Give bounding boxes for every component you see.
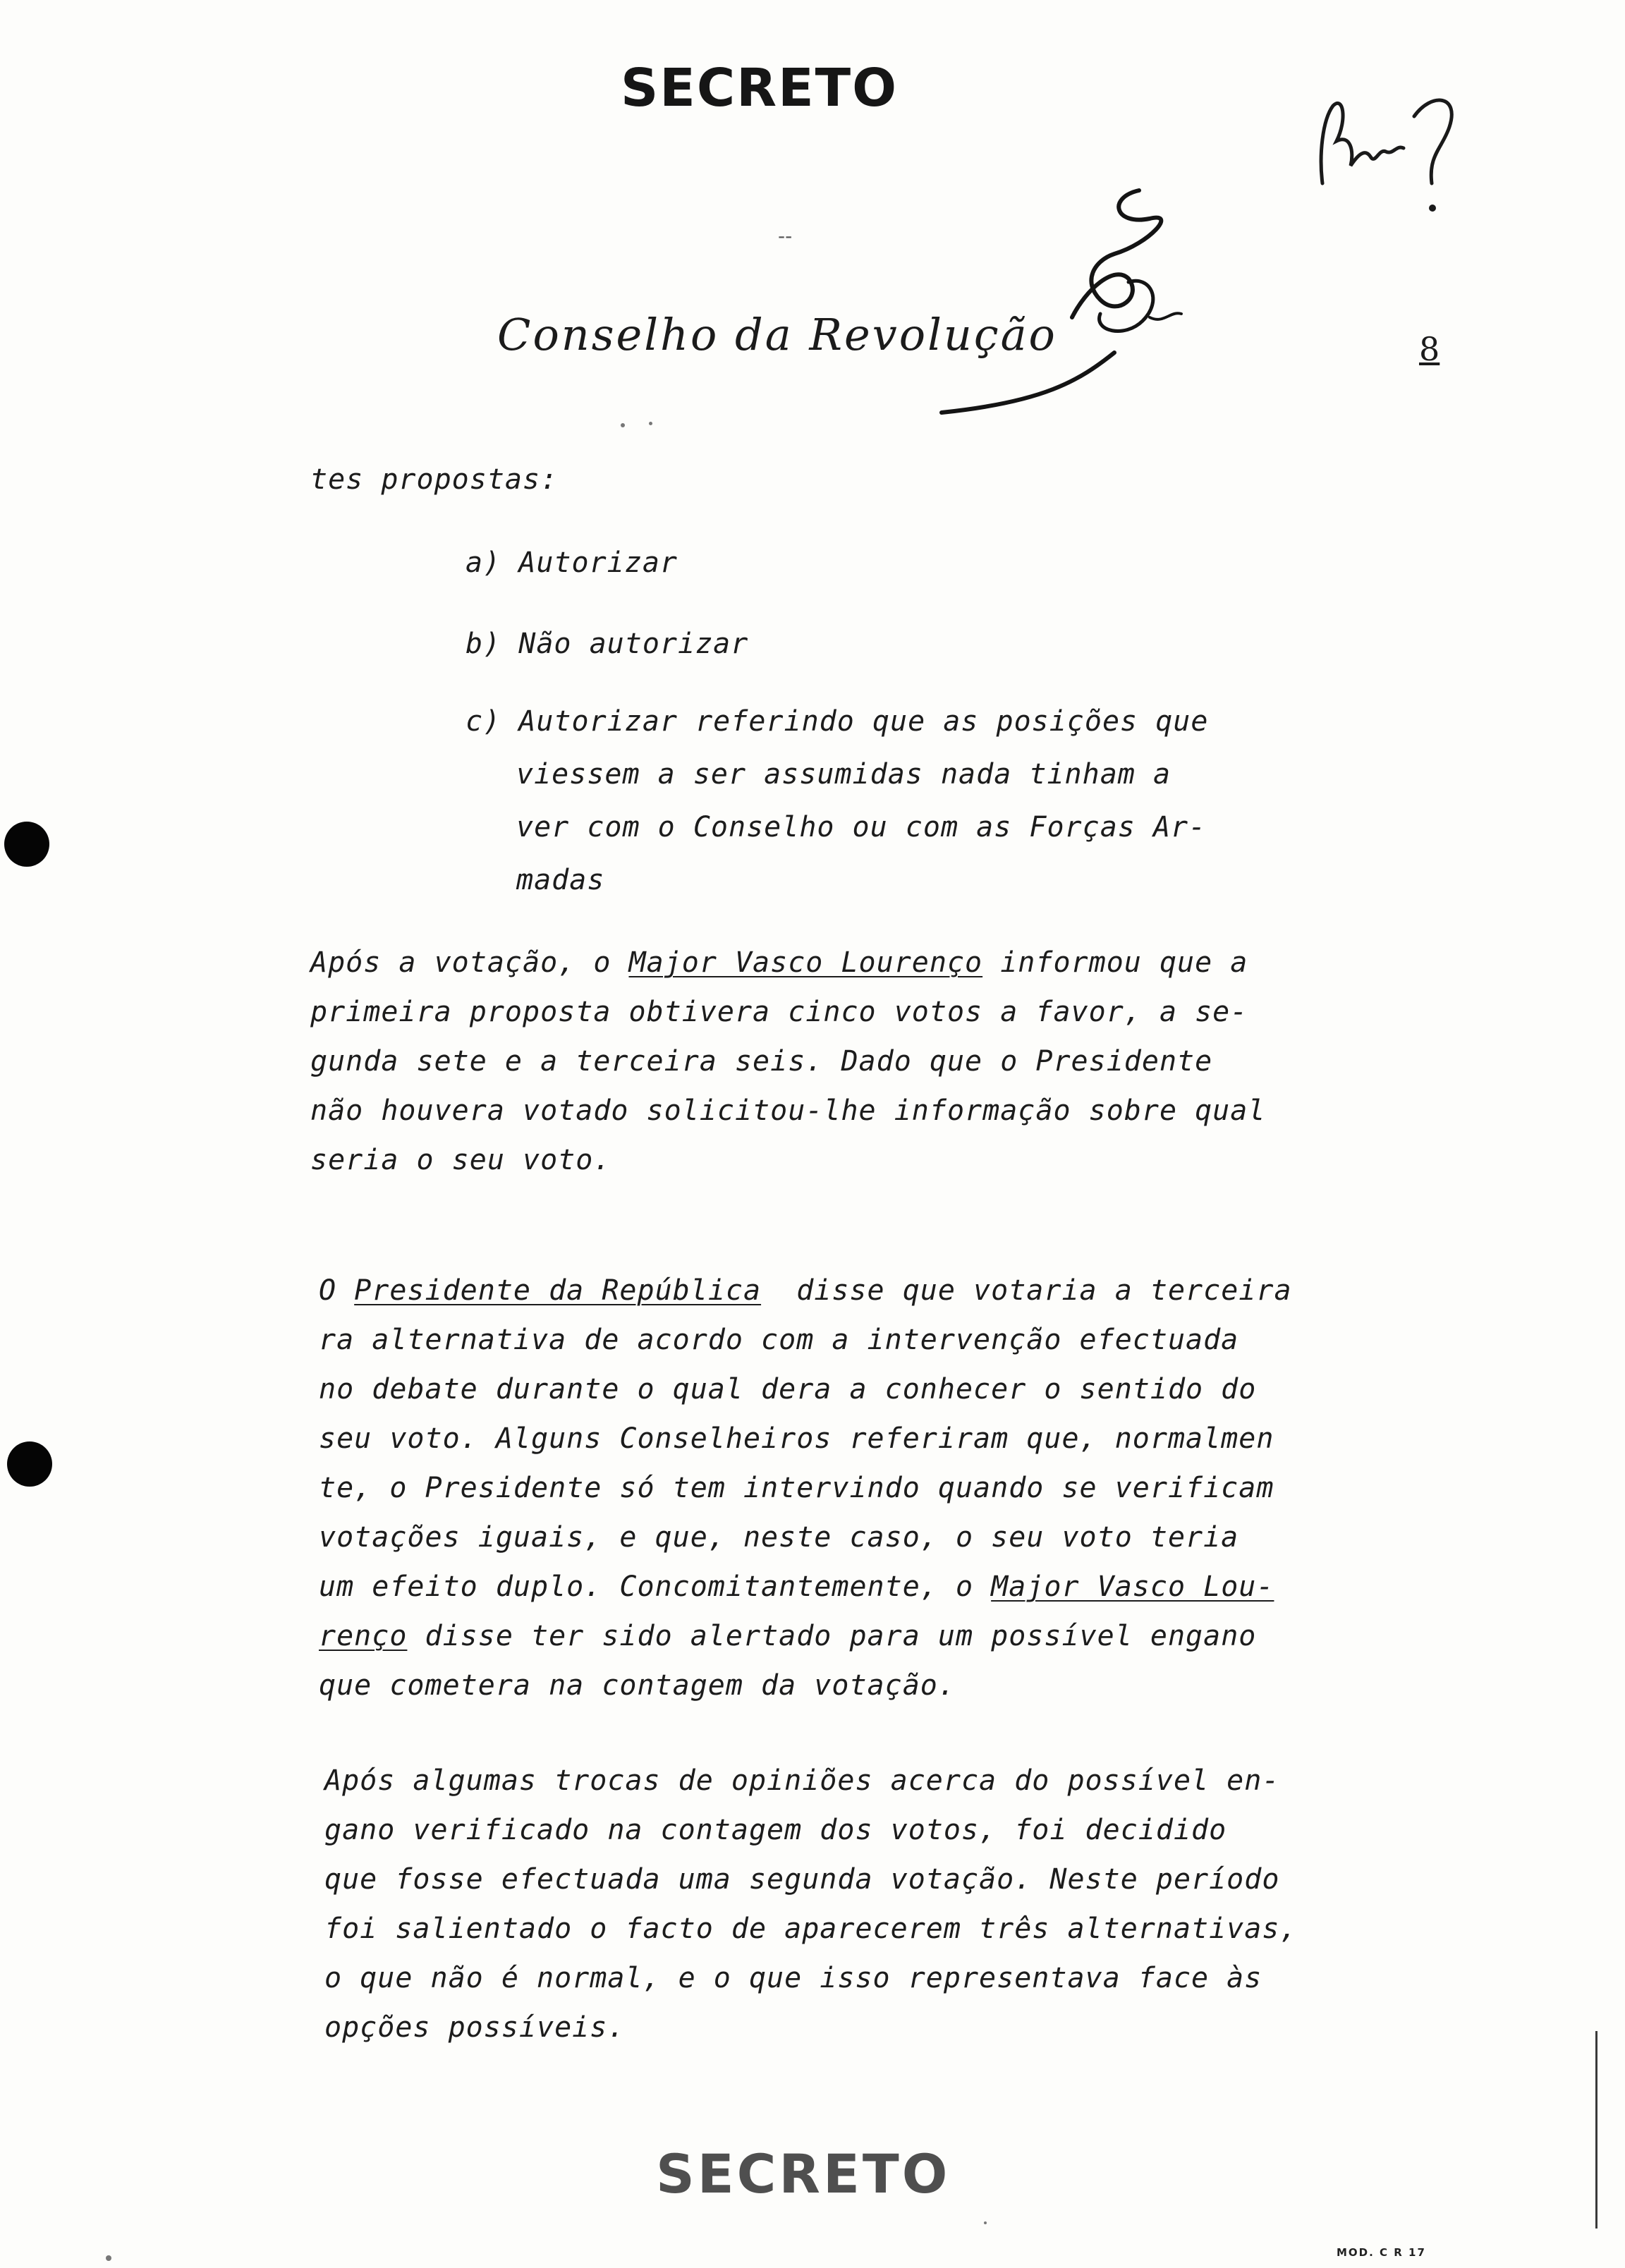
text-run: um efeito duplo. Concomitantemente, o: [319, 1571, 992, 1603]
text-line: votações iguais, e que, neste caso, o seu voto teria: [319, 1521, 1239, 1554]
option-text: madas: [516, 864, 605, 896]
punch-hole: [7, 1441, 52, 1487]
option-c: [465, 707, 1208, 919]
text-line: que cometera na contagem da votação.: [319, 1669, 956, 1702]
text-line: primeira proposta obtivera cinco votos a favor, a se-: [310, 996, 1248, 1028]
handwritten-annotation: [1308, 78, 1463, 226]
paper-speck: [106, 2255, 111, 2261]
paragraph-president-vote: [319, 1276, 1292, 1721]
text-line: o que não é normal, e o que isso representava face às: [324, 1962, 1262, 1994]
letterhead: Conselho da Revolução: [497, 309, 1057, 360]
name-underlined: renço: [319, 1620, 408, 1652]
text-line: foi salientado o facto de aparecerem três alternativas,: [324, 1913, 1298, 1945]
text-run: Após a votação, o: [310, 946, 629, 979]
form-code: MOD. C R 17: [1337, 2246, 1426, 2259]
text-line: no debate durante o qual dera a conhecer o sentido do: [319, 1373, 1257, 1406]
scan-edge-mark: [1595, 2031, 1597, 2229]
classification-stamp-bottom: SECRETO: [656, 2142, 951, 2205]
option-text: ver com o Conselho ou com as Forças Ar-: [516, 811, 1207, 843]
punch-hole: [4, 822, 49, 867]
text-line: gunda sete e a terceira seis. Dado que o Presidente: [310, 1045, 1213, 1078]
classification-stamp-top: SECRETO: [621, 58, 899, 118]
text-line: ra alternativa de acordo com a intervenção efectuada: [319, 1324, 1239, 1356]
intro-line: tes propostas:: [310, 463, 559, 496]
text-line: não houvera votado solicitou-lhe informação sobre qual: [310, 1095, 1266, 1127]
name-underlined: Presidente da República: [354, 1274, 762, 1307]
paragraph-vote-result: [310, 946, 1266, 1195]
text-line: seria o seu voto.: [310, 1144, 611, 1176]
text-run: disse ter sido alertado para um possível engano: [407, 1620, 1257, 1652]
text-line: que fosse efectuada uma segunda votação. Neste período: [324, 1863, 1280, 1896]
paper-speck: [984, 2221, 987, 2224]
option-marker: b): [465, 628, 501, 660]
text-line: gano verificado na contagem dos votos, foi decidido: [324, 1814, 1227, 1846]
header-dash: --: [778, 224, 793, 248]
option-text: Autorizar: [518, 547, 678, 579]
option-b: [465, 628, 748, 660]
text-line: te, o Presidente só tem intervindo quando se verificam: [319, 1472, 1274, 1504]
name-underlined: Major Vasco Lourenço: [628, 946, 983, 979]
option-a: [465, 547, 678, 579]
text-run: O: [319, 1274, 355, 1307]
name-underlined: Major Vasco Lou-: [991, 1571, 1274, 1603]
option-marker: c): [465, 705, 501, 738]
signature-mark: [938, 176, 1199, 416]
option-text: Não autorizar: [518, 628, 749, 660]
text-run: disse que votaria a terceira: [761, 1274, 1292, 1307]
paper-speck: [649, 422, 652, 425]
option-text: viessem a ser assumidas nada tinham a: [516, 758, 1171, 791]
paragraph-second-vote: [324, 1764, 1298, 2063]
text-line: opções possíveis.: [324, 2011, 626, 2044]
text-run: informou que a: [982, 946, 1248, 979]
text-line: Após algumas trocas de opiniões acerca do possível en-: [324, 1764, 1280, 1797]
text-line: seu voto. Alguns Conselheiros referiram que, normalmen: [319, 1422, 1274, 1455]
option-marker: a): [465, 547, 501, 579]
option-text: Autorizar referindo que as posições que: [518, 705, 1209, 738]
page-number: 8: [1419, 330, 1440, 368]
paper-speck: [621, 423, 625, 427]
